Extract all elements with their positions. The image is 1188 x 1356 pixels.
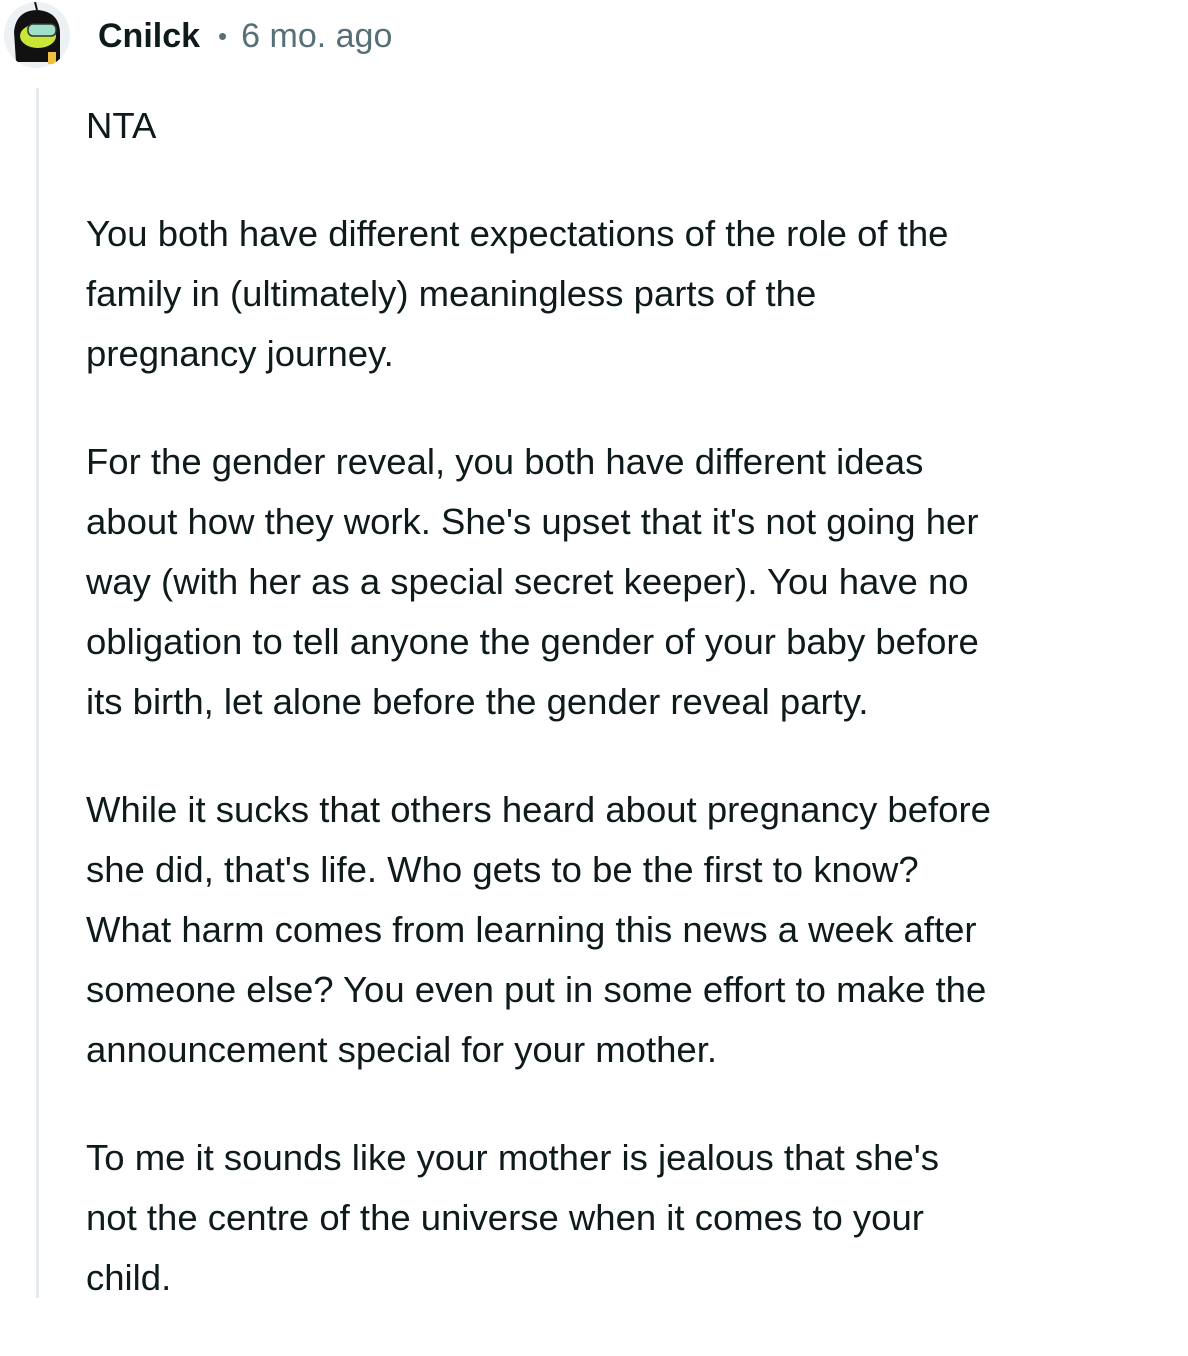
- comment-text-line: obligation to tell anyone the gender of your baby before: [86, 621, 979, 662]
- separator-dot: •: [218, 20, 228, 51]
- comment-text-line: announcement special for your mother.: [86, 1029, 717, 1070]
- comment-text-line: way (with her as a special secret keeper). You have no: [86, 561, 969, 602]
- author-name[interactable]: Cnilck: [98, 16, 201, 55]
- comment-paragraph: [86, 432, 991, 732]
- comment-text-line: NTA: [86, 105, 157, 146]
- comment-text-line: While it sucks that others heard about pregnancy before: [86, 789, 991, 830]
- timestamp[interactable]: 6 mo. ago: [241, 16, 393, 55]
- comment-text-line: someone else? You even put in some effort to make the: [86, 969, 987, 1010]
- comment-header: [98, 14, 392, 58]
- comment-text-line: You both have different expectations of the role of the: [86, 213, 949, 254]
- comment-text-line: What harm comes from learning this news a week after: [86, 909, 977, 950]
- comment-paragraph: [86, 780, 991, 1080]
- comment-paragraph: [86, 204, 991, 384]
- user-avatar[interactable]: [4, 2, 70, 68]
- comment-text-line: its birth, let alone before the gender reveal party.: [86, 681, 869, 722]
- comment-text-line: family in (ultimately) meaningless parts of the: [86, 273, 817, 314]
- comment-text-line: To me it sounds like your mother is jealous that she's: [86, 1137, 939, 1178]
- comment-text-line: For the gender reveal, you both have different ideas: [86, 441, 924, 482]
- comment-paragraph: [86, 96, 991, 156]
- comment-text-line: about how they work. She's upset that it's not going her: [86, 501, 979, 542]
- snoo-avatar-icon: [4, 2, 70, 68]
- comment-text-line: pregnancy journey.: [86, 333, 394, 374]
- comment-body: [86, 96, 991, 1356]
- comment-text-line: she did, that's life. Who gets to be the first to know?: [86, 849, 919, 890]
- comment-text-line: not the centre of the universe when it comes to your: [86, 1197, 924, 1238]
- comment-text-line: child.: [86, 1257, 172, 1298]
- thread-line[interactable]: [36, 88, 39, 1298]
- comment-paragraph: [86, 1128, 991, 1308]
